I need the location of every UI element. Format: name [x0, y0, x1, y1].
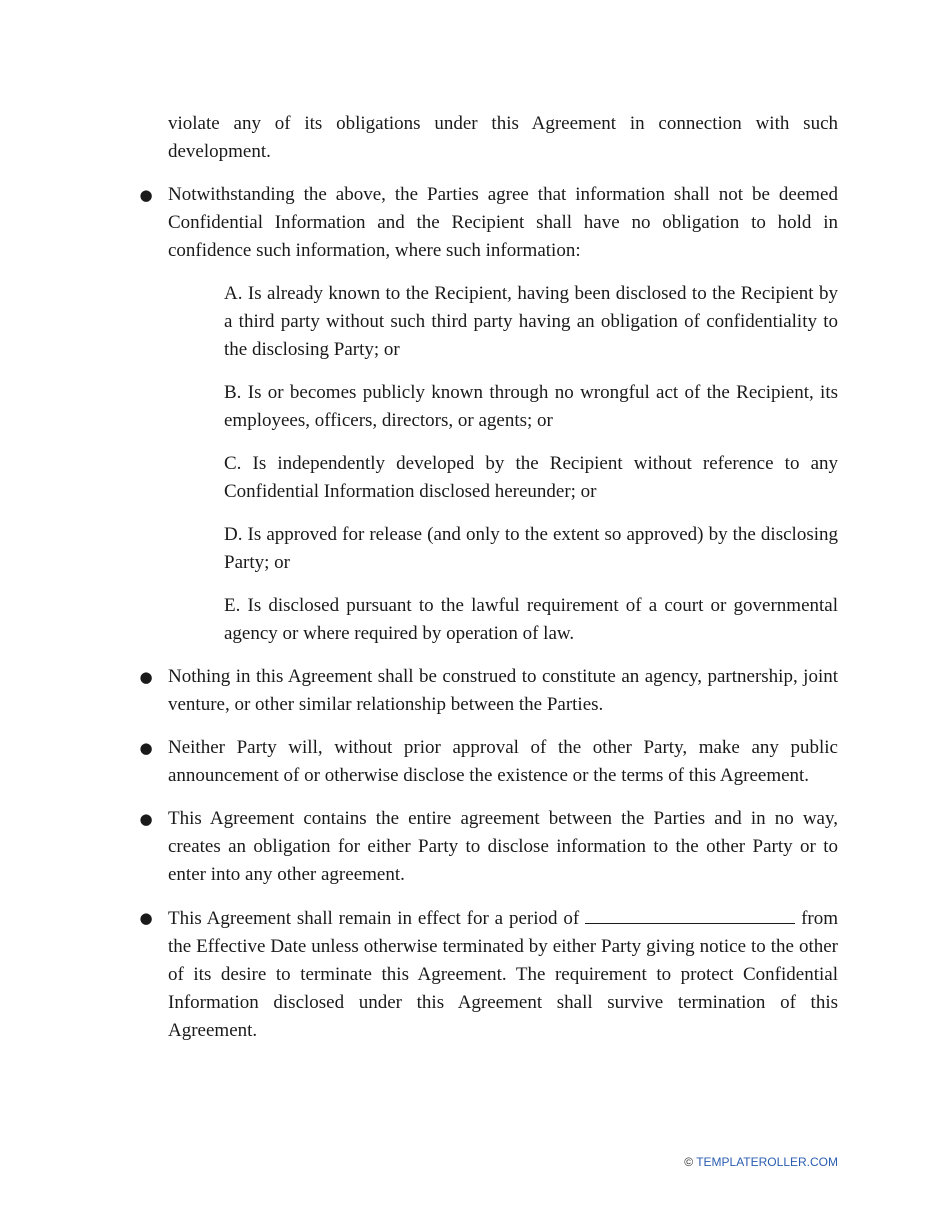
footer-copyright: [684, 1153, 838, 1171]
document-body: [139, 110, 838, 1060]
sublist-item-e: E. Is disclosed pursuant to the lawful requirement of a court or governmental agency or where required by operation of law.: [224, 595, 838, 644]
copyright-symbol: ©: [684, 1155, 694, 1169]
sublist-item-c: C. Is independently developed by the Recipient without reference to any Confidential Information disclosed hereunder; or: [224, 453, 838, 502]
bullet-text: This Agreement contains the entire agreement between the Parties and in no way, creates an obligation for either Party to disclose information to the other Party or to enter into any other agreement.: [168, 808, 838, 885]
bullet-item-entire-agreement: [139, 805, 838, 889]
bullet-text: Neither Party will, without prior approval of the other Party, make any public announcement of or otherwise disclose the existence or the terms of this Agreement.: [168, 737, 838, 786]
exclusions-sublist: [224, 280, 838, 648]
sublist-item-d: D. Is approved for release (and only to the extent so approved) by the disclosing Party; or: [224, 524, 838, 573]
bullet-dot: ●: [139, 668, 153, 686]
templateroller-link[interactable]: TEMPLATEROLLER.COM: [696, 1155, 838, 1169]
bullet-dot: ●: [139, 810, 153, 828]
bullet-item-term: [139, 904, 838, 1045]
bullet-text: Notwithstanding the above, the Parties agree that information shall not be deemed Confidential Information and the Recipient shall have no obligation to hold in confidence such information, where such information:: [168, 184, 838, 261]
sublist-item-b: B. Is or becomes publicly known through no wrongful act of the Recipient, its employees, officers, directors, or agents; or: [224, 382, 838, 431]
bullet-dot: ●: [139, 909, 153, 927]
bullet-dot: ●: [139, 186, 153, 204]
bullet-text: Nothing in this Agreement shall be construed to constitute an agency, partnership, joint venture, or other similar relationship between the Parties.: [168, 666, 838, 715]
bullet-item-announcement: [139, 734, 838, 790]
bullet-item-relationship: [139, 663, 838, 719]
bullet-item-exclusions: [139, 181, 838, 265]
bullet-text-after-blank: from the Effective Date unless otherwise terminated by either Party giving notice to the other of its desire to terminate this Agreement. The requirement to protect Confidential Information disclosed under this Agreement shall survive termination of this Agreement.: [168, 908, 838, 1041]
term-period-blank[interactable]: [585, 904, 795, 924]
bullet-text-before-blank: This Agreement shall remain in effect for a period of: [168, 908, 580, 929]
sublist-item-a: A. Is already known to the Recipient, having been disclosed to the Recipient by a third party without such third party having an obligation of confidentiality to the disclosing Party; or: [224, 283, 838, 360]
bullet-dot: ●: [139, 739, 153, 757]
continuation-paragraph: violate any of its obligations under this Agreement in connection with such development.: [168, 113, 838, 162]
